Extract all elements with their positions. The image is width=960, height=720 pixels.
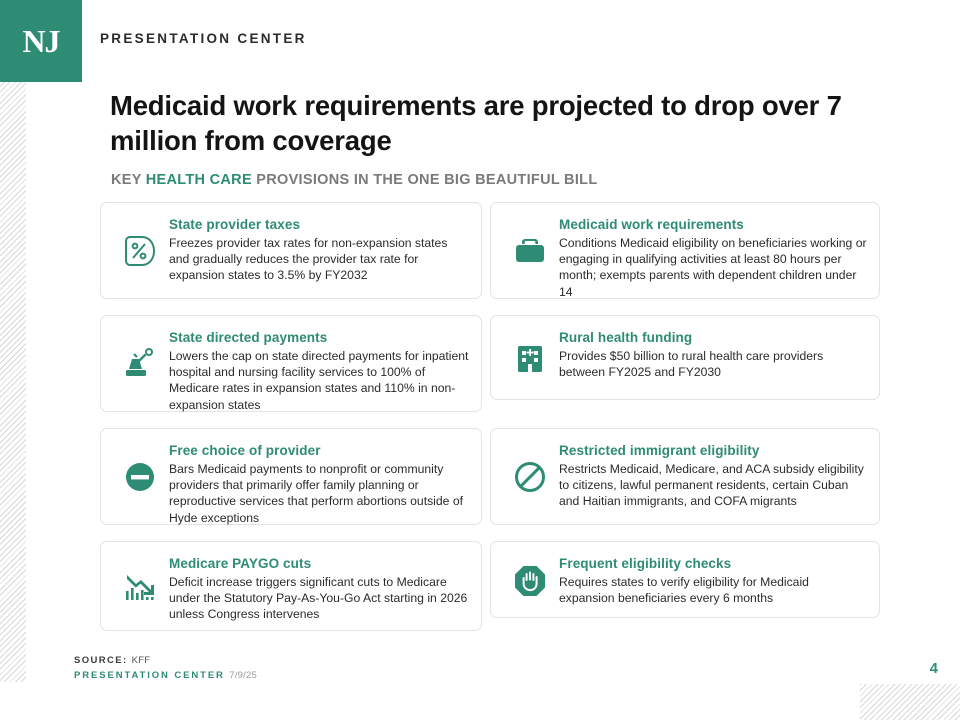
card-body bbox=[559, 326, 867, 389]
card-rural-health-funding bbox=[490, 315, 880, 400]
no-entry-icon bbox=[111, 439, 169, 514]
source-value: KFF bbox=[131, 655, 151, 666]
card-frequent-eligibility-checks bbox=[490, 541, 880, 618]
card-body bbox=[559, 439, 867, 514]
stop-hand-icon bbox=[501, 552, 559, 607]
card-title: Restricted immigrant eligibility bbox=[559, 443, 760, 458]
card-body bbox=[559, 552, 867, 607]
subtitle bbox=[111, 172, 597, 188]
tax-tag-icon bbox=[111, 213, 169, 288]
logo-badge bbox=[0, 0, 82, 82]
prohibited-icon bbox=[501, 439, 559, 514]
card-title: State directed payments bbox=[169, 330, 328, 345]
card-text: Restricts Medicaid, Medicare, and ACA subsidy eligibility to citizens, lawful permanent residents, certain Cuban and Haitian immigrants, and COFA migrants bbox=[559, 462, 864, 509]
page-number: 4 bbox=[929, 660, 938, 677]
card-title: Medicaid work requirements bbox=[559, 217, 744, 232]
card-title: Medicare PAYGO cuts bbox=[169, 556, 312, 571]
source-label: SOURCE bbox=[74, 655, 124, 666]
card-title: Rural health funding bbox=[559, 330, 693, 345]
decorative-left-hatch bbox=[0, 82, 26, 682]
page-title: Medicaid work requirements are projected to drop over 7 million from coverage bbox=[110, 90, 842, 157]
logo-text: NJ bbox=[22, 22, 60, 59]
card-body bbox=[169, 552, 469, 620]
declining-bar-chart-icon bbox=[111, 552, 169, 620]
hospital-icon bbox=[501, 326, 559, 389]
card-body bbox=[169, 213, 469, 288]
card-body bbox=[169, 326, 469, 412]
card-body bbox=[169, 439, 469, 525]
payment-stamp-icon bbox=[111, 326, 169, 401]
footer-brand-text: PRESENTATION CENTER bbox=[74, 670, 225, 681]
card-medicaid-work-requirements bbox=[490, 202, 880, 299]
card-medicare-paygo-cuts bbox=[100, 541, 482, 631]
card-text: Provides $50 billion to rural health care providers between FY2025 and FY2030 bbox=[559, 349, 824, 380]
footer-date: 7/9/25 bbox=[229, 670, 257, 681]
briefcase-icon bbox=[501, 213, 559, 288]
card-text: Deficit increase triggers significant cuts to Medicare under the Statutory Pay-As-You-Go Act starting in 2026 unless Congress intervenes bbox=[169, 575, 468, 622]
decorative-corner-hatch bbox=[860, 684, 960, 720]
card-text: Bars Medicaid payments to nonprofit or community providers that primarily offer family planning or reproductive services that perform abortions outside of Hyde exceptions bbox=[169, 462, 463, 525]
subtitle-highlight: HEALTH CARE bbox=[145, 172, 252, 188]
subtitle-post: PROVISIONS IN THE ONE BIG BEAUTIFUL BILL bbox=[251, 172, 598, 188]
card-restricted-immigrant-eligibility bbox=[490, 428, 880, 525]
card-state-provider-taxes bbox=[100, 202, 482, 299]
subtitle-pre: KEY bbox=[111, 172, 146, 188]
card-text: Lowers the cap on state directed payments for inpatient hospital and nursing facility services to 100% of Medicare rates in expansion states and 110% in non-expansion states bbox=[169, 349, 469, 412]
card-text: Freezes provider tax rates for non-expansion states and gradually reduces the provider tax rate for expansion states to 3.5% by FY2032 bbox=[169, 236, 448, 283]
card-text: Conditions Medicaid eligibility on beneficiaries working or engaging in qualifying activities at least 80 hours per month; exempts parents with dependent children under 14 bbox=[559, 236, 867, 299]
source-line: SOURCE: KFF bbox=[74, 655, 151, 666]
footer-brand bbox=[74, 670, 257, 681]
card-free-choice-of-provider bbox=[100, 428, 482, 525]
card-body bbox=[559, 213, 867, 299]
card-state-directed-payments bbox=[100, 315, 482, 412]
card-title: Frequent eligibility checks bbox=[559, 556, 732, 571]
brand-title: PRESENTATION CENTER bbox=[100, 31, 307, 46]
card-text: Requires states to verify eligibility for Medicaid expansion beneficiaries every 6 months bbox=[559, 575, 809, 606]
card-title: State provider taxes bbox=[169, 217, 301, 232]
card-title: Free choice of provider bbox=[169, 443, 321, 458]
